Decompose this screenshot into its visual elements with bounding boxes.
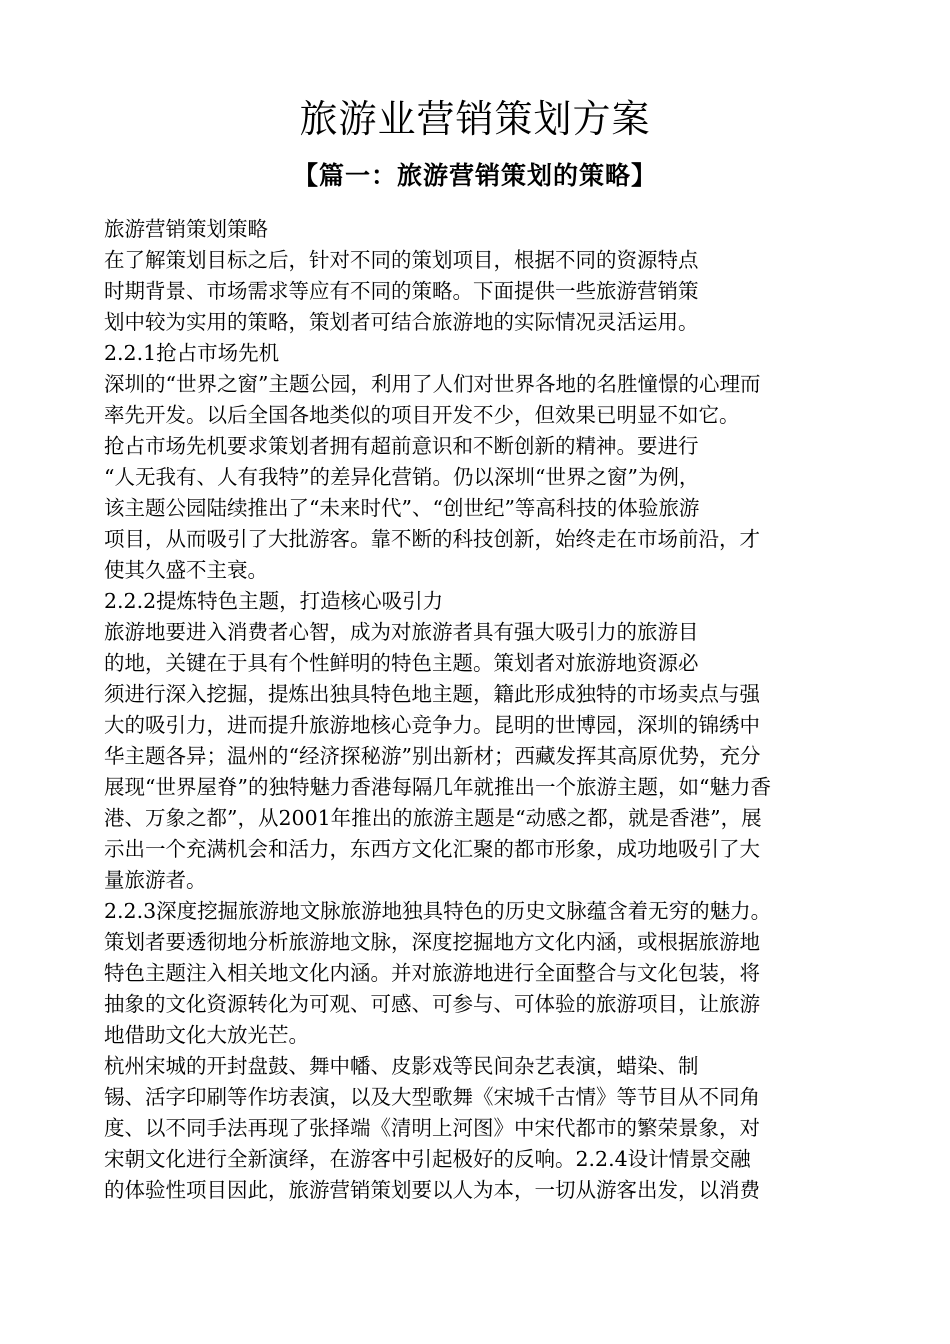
body-line: 的体验性项目因此，旅游营销策划要以人为本，一切从游客出发，以消费	[104, 1178, 760, 1202]
body-line: 抢占市场先机要求策划者拥有超前意识和不断创新的精神。要进行	[104, 434, 699, 458]
body-line: 示出一个充满机会和活力，东西方文化汇聚的都市形象，成功地吸引了大	[104, 837, 760, 861]
document-title: 旅游业营销策划方案	[299, 97, 651, 141]
body-line: 旅游地要进入消费者心智，成为对旅游者具有强大吸引力的旅游目	[104, 620, 699, 644]
body-line: 大的吸引力，进而提升旅游地核心竞争力。昆明的世博园，深圳的锦绣中	[104, 713, 760, 737]
body-line: 度、以不同手法再现了张择端《清明上河图》中宋代都市的繁荣景象，对	[104, 1116, 760, 1140]
body-line: 该主题公园陆续推出了“未来时代”、“创世纪”等高科技的体验旅游	[104, 496, 700, 520]
body-line: “人无我有、人有我特”的差异化营销。仍以深圳“世界之窗”为例，	[104, 465, 700, 489]
body-line: 量旅游者。	[104, 868, 207, 892]
body-line: 划中较为实用的策略，策划者可结合旅游地的实际情况灵活运用。	[104, 310, 699, 334]
document-body	[104, 214, 864, 1206]
body-line: 华主题各异；温州的“经济探秘游”别出新材；西藏发挥其高原优势，充分	[104, 744, 761, 768]
body-line: 2.2.2提炼特色主题，打造核心吸引力	[104, 589, 444, 613]
body-line: 杭州宋城的开封盘鼓、舞中幡、皮影戏等民间杂艺表演，蜡染、制	[104, 1054, 699, 1078]
body-line: 使其久盛不主衰。	[104, 558, 268, 582]
body-line: 的地，关键在于具有个性鲜明的特色主题。策划者对旅游地资源必	[104, 651, 699, 675]
body-line: 2.2.3深度挖掘旅游地文脉旅游地独具特色的历史文脉蕴含着无穷的魅力。	[104, 899, 772, 923]
body-line: 策划者要透彻地分析旅游地文脉，深度挖掘地方文化内涵，或根据旅游地	[104, 930, 760, 954]
body-line: 港、万象之都”，从2001年推出的旅游主题是“动感之都，就是香港”，展	[104, 806, 762, 830]
body-line: 率先开发。以后全国各地类似的项目开发不少，但效果已明显不如它。	[104, 403, 740, 427]
body-line: 2.2.1抢占市场先机	[104, 341, 280, 365]
body-line: 抽象的文化资源转化为可观、可感、可参与、可体验的旅游项目，让旅游	[104, 992, 760, 1016]
body-line: 须进行深入挖掘，提炼出独具特色地主题，籍此形成独特的市场卖点与强	[104, 682, 760, 706]
body-line: 锡、活字印刷等作坊表演，以及大型歌舞《宋城千古情》等节目从不同角	[104, 1085, 760, 1109]
body-line: 深圳的“世界之窗”主题公园，利用了人们对世界各地的名胜憧憬的心理而	[104, 372, 761, 396]
body-line: 时期背景、市场需求等应有不同的策略。下面提供一些旅游营销策	[104, 279, 699, 303]
body-line: 地借助文化大放光芒。	[104, 1023, 309, 1047]
body-line: 在了解策划目标之后，针对不同的策划项目，根据不同的资源特点	[104, 248, 699, 272]
body-line: 项目，从而吸引了大批游客。靠不断的科技创新，始终走在市场前沿，才	[104, 527, 760, 551]
body-line: 展现“世界屋脊”的独特魅力香港每隔几年就推出一个旅游主题，如“魅力香	[104, 775, 771, 799]
body-line: 旅游营销策划策略	[104, 217, 268, 241]
document-subtitle: 【篇一：旅游营销策划的策略】	[292, 161, 657, 190]
body-line: 宋朝文化进行全新演绎，在游客中引起极好的反响。2.2.4设计情景交融	[104, 1147, 751, 1171]
body-line: 特色主题注入相关地文化内涵。并对旅游地进行全面整合与文化包装，将	[104, 961, 760, 985]
